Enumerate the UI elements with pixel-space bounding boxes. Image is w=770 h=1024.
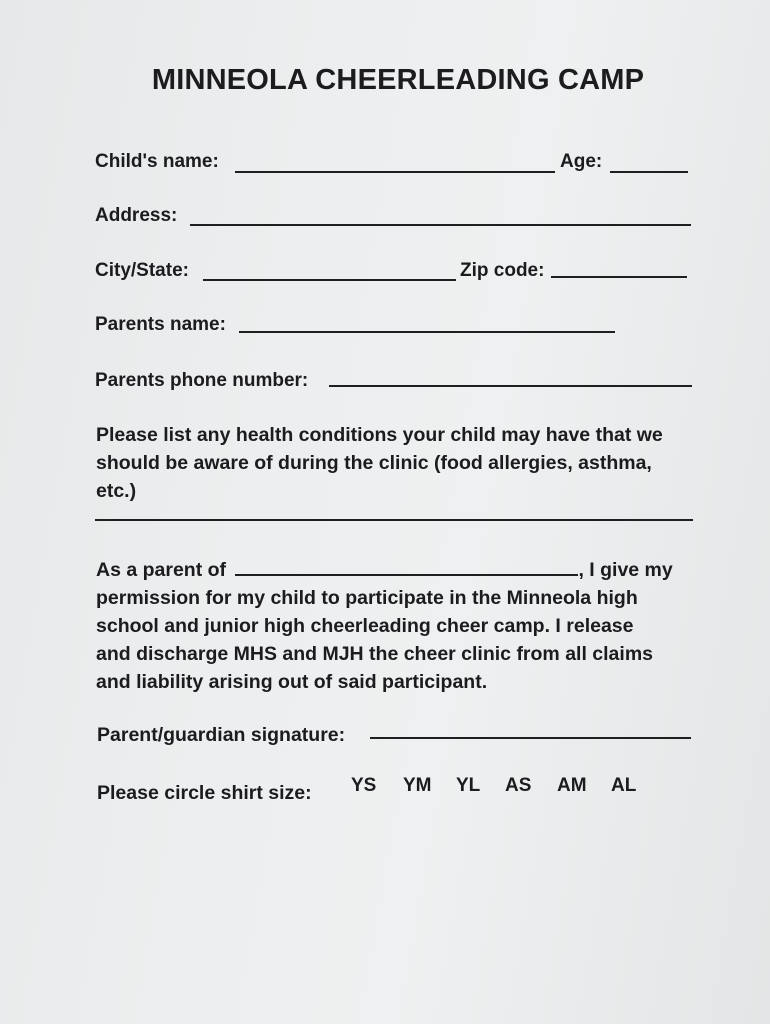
address-label: Address: (95, 205, 178, 226)
permission-line-3: school and junior high cheerleading cheer camp. I release (96, 615, 634, 637)
shirt-size-am[interactable]: AM (557, 775, 587, 796)
shirt-size-ys[interactable]: YS (351, 775, 377, 796)
parents-name-label: Parents name: (95, 314, 226, 335)
parents-phone-label: Parents phone number: (95, 370, 309, 391)
permission-line-2: permission for my child to participate in the Minneola high (96, 587, 638, 609)
parents-phone-field[interactable] (329, 385, 692, 387)
city-state-label: City/State: (95, 260, 189, 281)
shirt-size-al[interactable]: AL (611, 775, 637, 796)
signature-field[interactable] (370, 737, 691, 739)
shirt-size-options (351, 775, 636, 797)
shirt-size-yl[interactable]: YL (456, 775, 481, 796)
zip-code-label: Zip code: (460, 260, 545, 281)
shirt-size-ym[interactable]: YM (403, 775, 432, 796)
health-line-2: should be aware of during the clinic (food allergies, asthma, (96, 452, 652, 474)
health-conditions-field[interactable] (95, 519, 693, 521)
address-field[interactable] (190, 224, 691, 226)
child-name-field[interactable] (235, 171, 555, 173)
parents-name-field[interactable] (239, 331, 615, 333)
permission-line-5: and liability arising out of said participant. (96, 671, 488, 693)
shirt-size-label: Please circle shirt size: (97, 782, 312, 804)
health-question (96, 421, 663, 505)
permission-line-1 (96, 556, 673, 584)
age-field[interactable] (610, 171, 688, 173)
permission-line-1-start: As a parent of (96, 559, 227, 581)
permission-paragraph (96, 556, 673, 696)
city-state-field[interactable] (203, 279, 456, 281)
health-line-3: etc.) (96, 480, 137, 502)
permission-line-4: and discharge MHS and MJH the cheer clinic from all claims (96, 643, 653, 665)
child-name-permission-field[interactable] (235, 560, 578, 576)
child-name-label: Child's name: (95, 151, 219, 172)
form-title: MINNEOLA CHEERLEADING CAMP (151, 64, 645, 96)
age-label: Age: (560, 151, 603, 172)
health-line-1: Please list any health conditions your child may have that we (96, 424, 663, 446)
shirt-size-as[interactable]: AS (505, 775, 532, 796)
zip-code-field[interactable] (551, 276, 687, 278)
signature-label: Parent/guardian signature: (97, 724, 346, 746)
permission-line-1-end: , I give my (578, 559, 673, 581)
